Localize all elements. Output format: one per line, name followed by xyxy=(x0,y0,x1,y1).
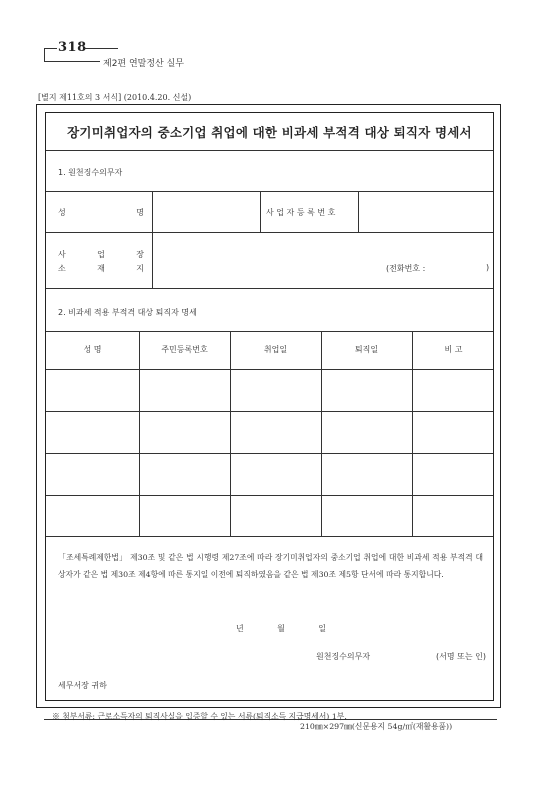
header-rule-bottom xyxy=(44,61,100,62)
rule-row-2 xyxy=(46,453,493,454)
rule-sec1-label-col xyxy=(152,191,153,288)
page-number: 318 xyxy=(58,40,87,55)
form-reference: [별지 제11호의 3 서식] (2010.4.20. 신설) xyxy=(38,93,192,102)
rule-row-4 xyxy=(46,536,493,537)
header-rule-top xyxy=(84,48,118,49)
table-header-row xyxy=(46,332,493,369)
col-header-hire-date: 취업일 xyxy=(263,345,288,354)
chapter-title: 제2편 연말정산 실무 xyxy=(103,59,185,69)
attachment-rule xyxy=(44,719,497,720)
rule-title xyxy=(46,150,493,151)
signer-label: 원천징수의무자 xyxy=(316,652,371,661)
col-header-retire-date: 퇴직일 xyxy=(354,345,379,354)
form-body xyxy=(45,112,494,701)
col-header-rrn: 주민등록번호 xyxy=(161,345,208,354)
rule-bizno-right xyxy=(358,191,359,232)
bizno-label: 사 업 자 등 록 번 호 xyxy=(266,208,336,217)
rule-bizno-left xyxy=(260,191,261,232)
notification-statement: 「조세특례제한법」 제30조 및 같은 법 시행령 제27조에 따라 장기미취업자의 중소기업 취업에 대한 비과세 적용 부적격 대상자가 같은 법 제30조 제4항에 따른 통지일 이전에 퇴직하였음을 같은 법 제30조 제5항 단서에 따라 통지합니다. xyxy=(58,553,483,579)
rule-row-3 xyxy=(46,495,493,496)
recipient-line: 세무서장 귀하 xyxy=(58,681,107,690)
section2-heading: 2. 비과세 적용 부적격 대상 퇴직자 명세 xyxy=(58,308,197,317)
address-label-line2: 소 재 지 xyxy=(58,264,144,273)
rule-address-row xyxy=(46,288,493,289)
header-corner-mark xyxy=(44,48,57,61)
rule-sec1 xyxy=(46,191,493,192)
phone-close: ) xyxy=(486,263,490,272)
phone-label: (전화번호 : xyxy=(386,264,426,273)
paper-spec: 210㎜×297㎜(신문용지 54g/㎡(재활용품)) xyxy=(300,722,453,731)
section1-heading: 1. 원천징수의무자 xyxy=(58,168,123,177)
date-line: 년 월 일 xyxy=(236,624,326,633)
col-header-name: 성 명 xyxy=(83,345,102,354)
form-title: 장기미취업자의 중소기업 취업에 대한 비과세 부적격 대상 퇴직자 명세서 xyxy=(67,125,472,140)
rule-col-header xyxy=(46,369,493,370)
signature-note: (서명 또는 인) xyxy=(436,652,486,661)
address-label-line1: 사 업 장 xyxy=(58,250,144,259)
col-header-remarks: 비 고 xyxy=(444,345,463,354)
attachment-note: ※ 첨부서류: 근로소득자의 퇴직사실을 입증할 수 있는 서류(퇴직소득 지급명세서) 1부. xyxy=(52,712,347,721)
rule-row-1 xyxy=(46,411,493,412)
name-label: 성 명 xyxy=(58,208,144,217)
rule-name-row xyxy=(46,232,493,233)
